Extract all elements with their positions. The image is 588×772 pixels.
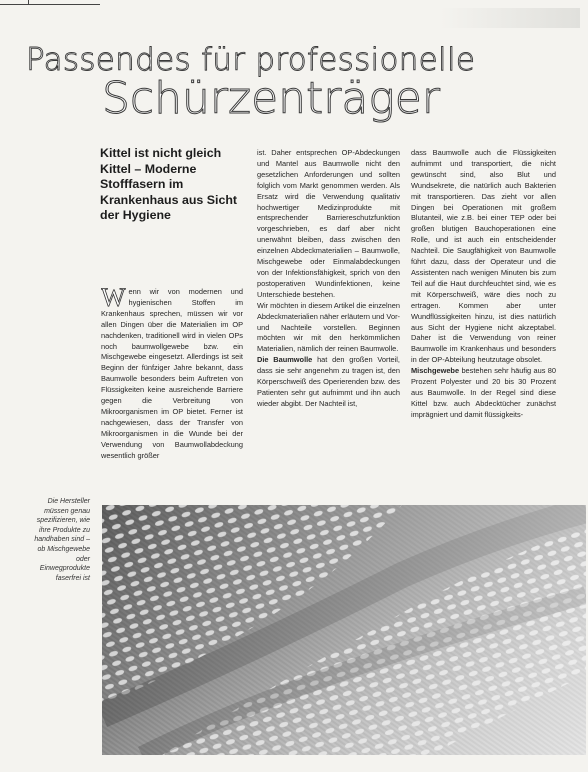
text-column-2 <box>257 148 400 510</box>
column-1-text: enn wir von modernen und hygienischen Stoffen im Krankenhaus sprechen, müssen wir vor allen Dingen über die Materialien im OP nachdenken, traditionell wird in vielen OPs noch baumwollgewebe bzw. ein Mischgewebe eingesetzt. Allerdings ist seit Beginn der fünfziger Jahre bekannt, dass Baumwolle besonders beim Auftreten von Flüssigkeiten keine ausreichende Barriere gegen die Verbreitung von Mikroorganismen im OP bietet. Ferner ist nachgewiesen, dass der Transfer von Mikroorganismen in die Wunde bei der Verwendung von Baumwollabdeckung wesentlich größer <box>101 287 243 460</box>
column-3-paragraph-2 <box>411 366 556 421</box>
column-3-paragraph-2-text: bestehen sehr häufig aus 80 Prozent Polyester und 20 bis 30 Prozent aus Baumwolle. In der Regel sind diese Kittel bzw. auch Abdecktücher zunächst imprägniert und damit flüssigkeits- <box>411 366 556 419</box>
scan-fade <box>440 8 580 28</box>
column-2-paragraph-3-text: hat den großen Vorteil, dass sie sehr angenehm zu tragen ist, den Körperschweiß des Operierenden bzw. des Patienten sehr gut aufnimmt und ihn auch wieder abgibt. Der Nachteil ist, <box>257 355 400 408</box>
column-2-paragraph-3 <box>257 355 400 410</box>
column-2-paragraph-2: Wir möchten in diesem Artikel die einzelnen Abdeckmaterialien näher erläutern und Vor- und Nachteile vorstellen. Beginnen möchten wir mit den herkömmlichen Materialien, nämlich der reinen Baumwolle. <box>257 300 400 354</box>
subhead-mischgewebe: Mischgewebe <box>411 366 460 376</box>
text-column-1 <box>101 287 243 507</box>
column-3-paragraph-1: dass Baumwolle auch die Flüssigkeiten aufnimmt und transportiert, die nicht gewünscht sind, also Blut und Wundsekrete, die natürlich auch Bakterien mit transportieren. Das zieht vor allen Dingen bei Operationen mit großem Blutanteil, wie z.B. bei einer TEP oder bei großen blutigen Bauchoperationen eine Rolle, und ist auch ein entscheidender Nachteil. Die Saugfähigkeit von Baumwolle führt dazu, dass der Operateur und die Assistenten nach wenigen Minuten bis zum Teil auf die Haut durchfeuchtet sind, wie es mit Körperschweiß, wäre dies noch zu ertragen. Kommen aber unter Wundflüssigkeiten hinzu, ist dies natürlich aus Sicht der Hygiene nicht akzeptabel. Daher ist die Verwendung von reiner Baumwolle im Krankenhaus und besonders in der OP-Abteilung heutzutage obsolet. <box>411 148 556 365</box>
header-tick <box>28 0 29 5</box>
fabric-texture-image <box>102 505 586 755</box>
subhead-baumwolle: Die Baumwolle <box>257 355 313 365</box>
drop-cap: W <box>101 287 126 312</box>
article-title-line-1: Passendes für professionelle <box>26 42 476 78</box>
article-title-line-2: Schürzenträger <box>102 73 440 124</box>
fabric-photo <box>102 505 586 755</box>
column-2-paragraph-1: ist. Daher entsprechen OP-Abdeckungen und Mantel aus Baumwolle nicht den gesetzlichen Anforderungen und sollten folglich vom Markt genommen werden. Als Ersatz wird die Verwendung qualitativ hochwertiger Medizinprodukte mit entsprechender Barriereschutzfunktion vorgeschrieben, es darf aber nicht unerwähnt bleiben, dass zwischen den einzelnen Abdeckmaterialien – Baumwolle, Mischgewebe oder Einmalabdeckungen von der Infektionsfähigkeit, sprich von den postoperativen Wundinfektionen, keine Unterschiede bestehen. <box>257 148 400 299</box>
text-column-3 <box>411 148 556 510</box>
header-rule <box>0 0 100 5</box>
article-lead: Kittel ist nicht gleich Kittel – Moderne Stofffasern im Krankenhaus aus Sicht der Hygiene <box>100 146 238 222</box>
column-1-paragraph <box>101 287 243 462</box>
photo-caption: Die Hersteller müssen genau spezifizieren, wie ihre Produkte zu handhaben sind – ob Mischgewebe oder Einwegprodukte faserfrei ist <box>34 498 90 582</box>
